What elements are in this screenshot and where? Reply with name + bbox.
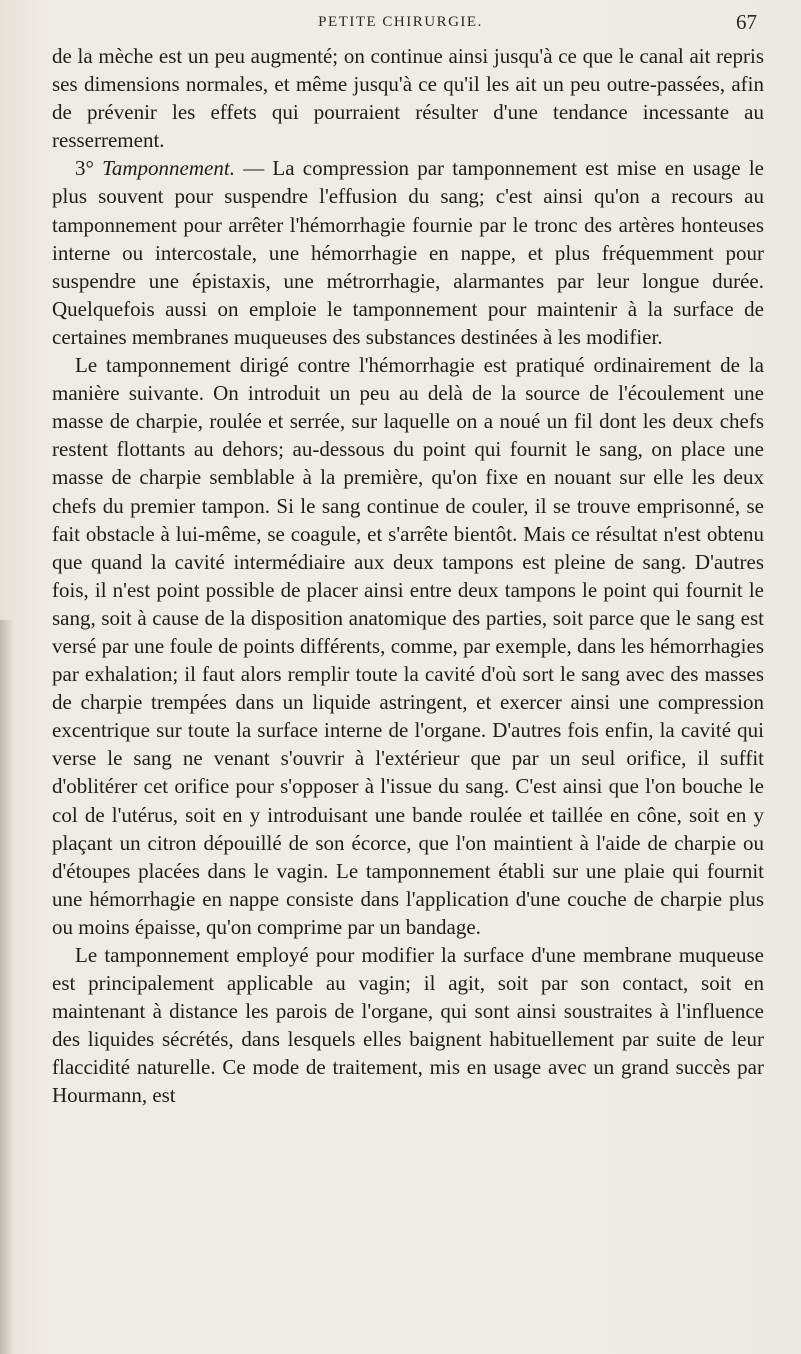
body-text <box>52 42 764 1110</box>
page-number: 67 <box>736 10 757 34</box>
paragraph-hemorrhagie <box>52 351 764 941</box>
paragraph-continuation <box>52 42 764 154</box>
paragraph-text: Le tamponnement dirigé contre l'hémorrhagie est pratiqué ordinairement de la manière suivante. On introduit un peu au delà de la source de l'écoulement une masse de charpie, roulée et serrée, sur laquelle on a noué un fil dont les deux chefs restent flottants au dehors; au-dessous du point qui fournit le sang, on place une masse de charpie semblable à la première, qu'on fixe en nouant sur elle les deux chefs du premier tampon. Si le sang continue de couler, il se trouve emprisonné, se fait obstacle à lui-même, se coagule, et s'arrête bientôt. Mais ce résultat n'est obtenu que quand la cavité intermédiaire aux deux tampons est pleine de sang. D'autres fois, il n'est point possible de placer ainsi entre deux tampons le point qui fournit le sang, soit à cause de la disposition anatomique des parties, soit parce que le sang est versé par une foule de points différents, comme, par exemple, dans les hémorrhagies par exhalation; il faut alors remplir toute la cavité d'où sort le sang avec des masses de charpie trempées dans un liquide astringent, et exercer ainsi une compression excentrique sur toute la surface interne de l'organe. D'autres fois enfin, la cavité qui verse le sang ne venant s'ouvrir à l'extérieur que par un seul orifice, il suffit d'oblitérer cet orifice pour s'opposer à l'issue du sang. C'est ainsi que l'on bouche le col de l'utérus, soit en y introduisant une bande roulée et taillée en cône, soit en y plaçant un citron dépouillé de son écorce, que l'on maintient à l'aide de charpie ou d'étoupes placées dans le vagin. Le tamponnement établi sur une plaie qui fournit une hémorrhagie en nappe consiste dans l'application d'une couche de charpie plus ou moins épaisse, qu'on comprime par un bandage. <box>52 353 764 939</box>
running-title: PETITE CHIRURGIE. <box>318 14 483 30</box>
running-head <box>0 8 801 36</box>
section-number: 3° <box>75 156 103 181</box>
paragraph-muqueuse <box>52 941 764 1110</box>
paragraph-text: de la mèche est un peu augmenté; on continue ainsi jusqu'à ce que le canal ait repris ses dimensions normales, et même jusqu'à ce qu'il les ait un peu outre-passées, afin de prévenir les effets qui pourraient résulter d'une tendance incessante au resserrement. <box>52 44 764 153</box>
section-heading: Tamponnement. <box>102 156 235 181</box>
paragraph-text: — La compression par tamponnement est mise en usage le plus souvent pour suspendre l'effusion du sang; c'est ainsi qu'on a recours au tamponnement pour arrêter l'hémorrhagie fournie par le tronc des artères honteuses interne ou intercostale, une hémorrhagie en nappe, et plus fréquemment pour suspendre une épistaxis, une métrorrhagie, alarmantes par leur longue durée. Quelquefois aussi on emploie le tamponnement pour maintenir à la surface de certaines membranes muqueuses des substances destinées à les modifier. <box>52 156 764 349</box>
paragraph-tamponnement <box>52 154 764 351</box>
paragraph-text: Le tamponnement employé pour modifier la surface d'une membrane muqueuse est principalement applicable au vagin; il agit, soit par son contact, soit en maintenant à distance les parois de l'organe, qui sont ainsi soustraites à l'influence des liquides sécrétés, dans lesquels elles baignent habituellement par suite de leur flaccidité naturelle. Ce mode de traitement, mis en usage avec un grand succès par Hourmann, est <box>52 943 764 1108</box>
binding-shadow <box>0 620 14 1354</box>
